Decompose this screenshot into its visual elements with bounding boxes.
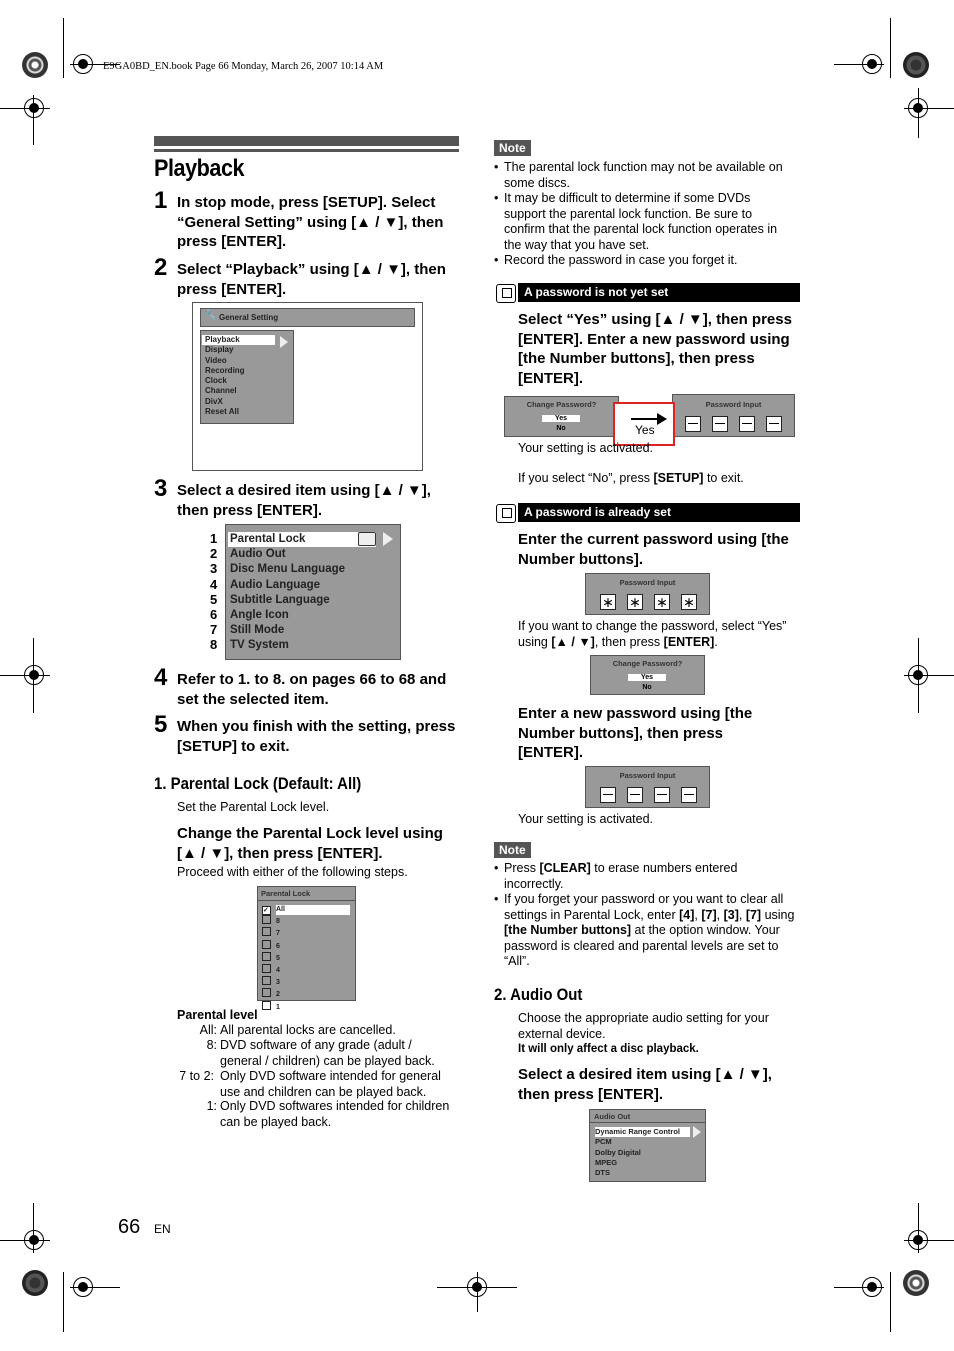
menu-item-channel[interactable]: Channel	[205, 386, 237, 396]
level-option[interactable]: 5	[262, 952, 350, 964]
checkbox-icon[interactable]	[262, 952, 271, 961]
password-digit[interactable]	[600, 787, 616, 803]
password-input-screen	[672, 394, 795, 437]
password-input-title: Password Input	[619, 578, 676, 587]
definition-key: 1:	[206, 1099, 217, 1113]
level-option[interactable]: 4	[262, 964, 350, 976]
menu-item-tv-system[interactable]: TV System	[230, 639, 289, 652]
level-option[interactable]: ✓ All	[262, 905, 350, 915]
yes-callout	[613, 402, 675, 446]
audio-out-screen	[589, 1109, 706, 1182]
playback-menu-screen	[225, 524, 401, 660]
audio-out-intro: Choose the appropriate audio setting for your external device.	[518, 1011, 769, 1041]
arrow-right-icon	[631, 418, 659, 420]
registration-mark-icon	[862, 1277, 882, 1297]
password-digit[interactable]	[766, 416, 782, 432]
step-number: 4	[154, 664, 168, 691]
level-option[interactable]: 2	[262, 988, 350, 1000]
step-number: 3	[154, 475, 168, 502]
password-digit-masked[interactable]: ∗	[681, 594, 697, 610]
no-option[interactable]: No	[556, 425, 566, 432]
item-number: 5	[210, 591, 218, 607]
menu-item-recording[interactable]: Recording	[205, 365, 245, 375]
step-text: Select a desired item using [▲ / ▼], then press [ENTER].	[177, 482, 431, 519]
definition-text: Only DVD softwares intended for children can be played back.	[220, 1099, 450, 1129]
registration-mark-icon	[908, 1230, 928, 1250]
definition-text: All parental locks are cancelled.	[220, 1023, 396, 1037]
definition-key: 8:	[206, 1038, 217, 1052]
menu-item-mpeg[interactable]: MPEG	[595, 1157, 618, 1167]
step-text: In stop mode, press [SETUP]. Select “General Setting” using [▲ / ▼], then press [ENTER].	[177, 194, 444, 250]
password-input-title: Password Input	[619, 771, 676, 780]
enter-new-instruction: Enter a new password using [the Number buttons], then press [ENTER].	[518, 705, 753, 761]
menu-item-dts[interactable]: DTS	[595, 1168, 610, 1178]
password-digit-masked[interactable]: ∗	[627, 594, 643, 610]
note-item: • If you forget your password or you want to clear all settings in Parental Lock, enter [4], [7], [3], [7] using [the Number buttons] at the option window. Your password is cleared and parental levels are set to “All”.	[494, 892, 799, 970]
level-option[interactable]: 3	[262, 976, 350, 988]
change-password-screen	[504, 396, 619, 437]
checkbox-icon[interactable]	[262, 976, 271, 985]
arrow-right-icon	[657, 413, 667, 425]
callout-yes-label: Yes	[635, 423, 655, 437]
item-number: 3	[210, 561, 218, 577]
registration-mark-icon	[73, 54, 93, 74]
menu-item-pcm[interactable]: PCM	[595, 1137, 612, 1147]
registration-mark-icon	[24, 665, 44, 685]
password-digit[interactable]	[739, 416, 755, 432]
item-number: 1	[210, 531, 218, 546]
parental-lock-proceed: Proceed with either of the following steps.	[177, 865, 408, 879]
note-item: • It may be difficult to determine if some DVDs support the parental lock function. Be sure to confirm that the parental lock function operates in the way that you have set.	[494, 191, 794, 253]
menu-item-audio-language[interactable]: Audio Language	[230, 578, 321, 591]
item-number: 4	[210, 576, 218, 592]
checkbox-icon[interactable]	[262, 964, 271, 973]
password-input-title: Password Input	[705, 400, 762, 409]
password-input-screen-new	[585, 766, 710, 808]
general-setting-menu	[200, 330, 294, 424]
section-bar-already-set: A password is already set	[518, 503, 800, 522]
playback-menu-numbers	[210, 531, 217, 653]
step-number: 2	[154, 254, 168, 281]
want-change-text: If you want to change the password, select “Yes” using [▲ / ▼], then press [ENTER].	[518, 619, 787, 649]
menu-item-video[interactable]: Video	[205, 355, 227, 365]
item-number: 7	[210, 622, 218, 638]
step-text: When you finish with the setting, press [SETUP] to exit.	[177, 718, 456, 755]
note-label: Note	[494, 140, 531, 156]
menu-item-still-mode[interactable]: Still Mode	[230, 624, 285, 637]
registration-mark-icon	[73, 1277, 93, 1297]
change-password-title: Change Password?	[612, 659, 683, 668]
not-set-instruction: Select “Yes” using [▲ / ▼], then press [ENTER]. Enter a new password using [the Number buttons], then press [ENTER].	[518, 311, 792, 387]
unlocked-lock-icon	[496, 284, 516, 303]
password-digit[interactable]	[685, 416, 701, 432]
note-label: Note	[494, 842, 531, 858]
note-list	[494, 160, 794, 269]
password-input-screen-current	[585, 573, 710, 615]
audio-out-instruction: Select a desired item using [▲ / ▼], then press [ENTER].	[518, 1066, 772, 1103]
if-no-text: If you select “No”, press [SETUP] to exit.	[518, 471, 744, 485]
arrow-right-icon	[280, 336, 288, 348]
password-digit-masked[interactable]: ∗	[600, 594, 616, 610]
audio-out-heading: 2. Audio Out	[494, 985, 583, 1004]
level-option[interactable]: 8	[262, 915, 350, 927]
registration-mark-icon	[467, 1277, 487, 1297]
checkbox-icon[interactable]	[262, 927, 271, 936]
checkbox-checked-icon[interactable]: ✓	[262, 906, 271, 915]
enter-current-instruction: Enter the current password using [the Number buttons].	[518, 531, 789, 568]
registration-mark-icon	[24, 1230, 44, 1250]
note-list	[494, 861, 799, 970]
parental-lock-intro: Set the Parental Lock level.	[177, 800, 330, 814]
step-text: Refer to 1. to 8. on pages 66 to 68 and set the selected item.	[177, 671, 447, 708]
yes-option[interactable]: Yes	[628, 674, 666, 681]
level-list	[262, 905, 350, 1013]
already-set-activated: Your setting is activated.	[518, 812, 654, 826]
parental-lock-subheading: Change the Parental Lock level using [▲ / ▼], then press [ENTER].	[177, 825, 443, 862]
color-dial-icon	[903, 1270, 929, 1296]
menu-item-subtitle-language[interactable]: Subtitle Language	[230, 593, 330, 606]
step-number: 5	[154, 711, 168, 738]
lock-icon	[358, 532, 376, 546]
page-number: 66	[118, 1216, 141, 1238]
menu-item-divx[interactable]: DivX	[205, 396, 223, 406]
parental-lock-screen-title: Parental Lock	[261, 889, 311, 898]
step-text: Select “Playback” using [▲ / ▼], then press [ENTER].	[177, 261, 446, 298]
definition-key: All:	[199, 1023, 217, 1037]
menu-item-display[interactable]: Display	[205, 345, 234, 355]
level-option[interactable]: 1	[262, 1001, 350, 1013]
color-dial-icon	[22, 1270, 48, 1296]
menu-item-playback[interactable]: Playback	[202, 335, 275, 345]
general-setting-screen	[192, 302, 423, 471]
menu-item-dynamic-range-control[interactable]: Dynamic Range Control	[595, 1127, 690, 1137]
menu-item-reset-all[interactable]: Reset All	[205, 407, 239, 417]
item-number: 2	[210, 546, 218, 562]
parental-lock-screen	[257, 886, 356, 1011]
menu-item-disc-menu-language[interactable]: Disc Menu Language	[230, 563, 346, 576]
locked-lock-icon	[496, 504, 516, 523]
password-digit-masked[interactable]: ∗	[654, 594, 670, 610]
menu-item-clock[interactable]: Clock	[205, 376, 227, 386]
note-item: • The parental lock function may not be available on some discs.	[494, 160, 794, 191]
level-option[interactable]: 7	[262, 927, 350, 939]
audio-out-note: It will only affect a disc playback.	[518, 1043, 699, 1055]
parental-level-heading: Parental level	[177, 1008, 258, 1022]
password-digit[interactable]	[654, 787, 670, 803]
title-bar	[154, 136, 459, 146]
checkbox-icon[interactable]	[262, 915, 271, 924]
definition-key: 7 to 2:	[179, 1069, 214, 1083]
definition-text: Only DVD software intended for general use and children can be played back.	[220, 1069, 441, 1099]
item-number: 8	[210, 637, 218, 653]
page-title: Playback	[154, 155, 245, 182]
menu-item-parental-lock[interactable]: Parental Lock	[228, 532, 376, 547]
no-option[interactable]: No	[642, 684, 652, 691]
note-item: • Record the password in case you forget it.	[494, 253, 794, 269]
page-lang: EN	[154, 1222, 171, 1236]
general-setting-header	[200, 308, 415, 327]
arrow-right-icon	[383, 532, 393, 546]
arrow-right-icon	[693, 1126, 701, 1138]
checkbox-icon[interactable]	[262, 1001, 271, 1010]
general-setting-title: General Setting	[219, 313, 279, 322]
registration-mark-icon	[24, 98, 44, 118]
section-bar-not-set: A password is not yet set	[518, 283, 800, 302]
note-item: • Press [CLEAR] to erase numbers entered incorrectly.	[494, 861, 799, 892]
checkbox-icon[interactable]	[262, 940, 271, 949]
wrench-icon: 🔧	[204, 310, 217, 321]
password-digit[interactable]	[681, 787, 697, 803]
not-set-activated: Your setting is activated.	[518, 441, 654, 455]
definition-text: DVD software of any grade (adult / general / children) can be played back.	[220, 1038, 435, 1068]
menu-item-dolby-digital[interactable]: Dolby Digital	[595, 1147, 641, 1157]
registration-mark-icon	[862, 54, 882, 74]
level-option[interactable]: 6	[262, 940, 350, 952]
color-dial-icon	[22, 52, 48, 78]
parental-lock-heading: 1. Parental Lock (Default: All)	[154, 774, 362, 793]
menu-item-angle-icon[interactable]: Angle Icon	[230, 609, 289, 622]
checkbox-icon[interactable]	[262, 988, 271, 997]
registration-mark-icon	[908, 665, 928, 685]
step-number: 1	[154, 187, 168, 214]
yes-option[interactable]: Yes	[542, 415, 580, 422]
item-number: 6	[210, 607, 218, 623]
audio-out-screen-title: Audio Out	[594, 1112, 631, 1121]
password-digit[interactable]	[627, 787, 643, 803]
change-password-title: Change Password?	[526, 400, 597, 409]
registration-mark-icon	[908, 98, 928, 118]
title-bar-rule	[154, 149, 459, 152]
menu-item-audio-out[interactable]: Audio Out	[230, 548, 286, 561]
book-info-header: E9GA0BD_EN.book Page 66 Monday, March 26, 2007 10:14 AM	[103, 61, 384, 72]
password-digit[interactable]	[712, 416, 728, 432]
change-password-screen-2	[590, 655, 705, 695]
color-dial-icon	[903, 52, 929, 78]
